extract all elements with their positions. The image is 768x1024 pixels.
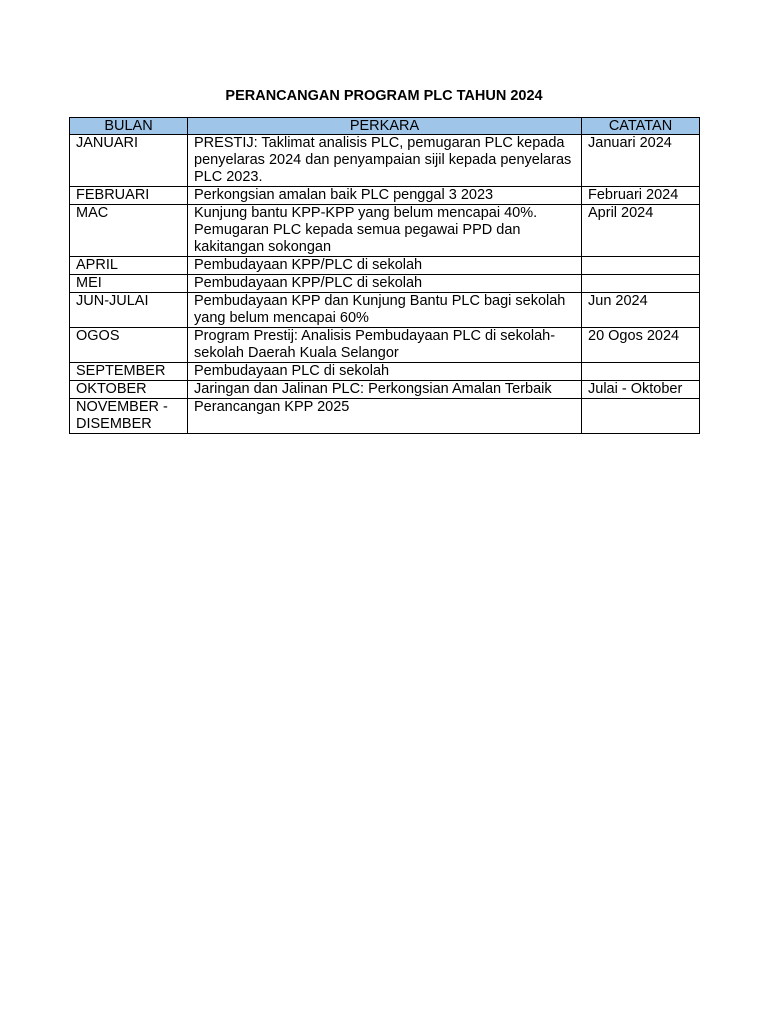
cell-bulan: JUN-JULAI xyxy=(70,293,188,328)
cell-perkara: PRESTIJ: Taklimat analisis PLC, pemugaran PLC kepada penyelaras 2024 dan penyampaian sijil kepada penyelaras PLC 2023. xyxy=(188,135,582,187)
table-row xyxy=(70,187,700,205)
cell-catatan: Jun 2024 xyxy=(582,293,700,328)
cell-perkara: Jaringan dan Jalinan PLC: Perkongsian Amalan Terbaik xyxy=(188,381,582,399)
table-row xyxy=(70,275,700,293)
column-header-bulan: BULAN xyxy=(70,118,188,135)
cell-bulan: JANUARI xyxy=(70,135,188,187)
table-row xyxy=(70,135,700,187)
table-header-row xyxy=(70,118,700,135)
table-row xyxy=(70,293,700,328)
table-row xyxy=(70,381,700,399)
cell-catatan: Julai - Oktober xyxy=(582,381,700,399)
cell-bulan: NOVEMBER - DISEMBER xyxy=(70,399,188,434)
cell-perkara: Kunjung bantu KPP-KPP yang belum mencapai 40%. Pemugaran PLC kepada semua pegawai PPD dan kakitangan sokongan xyxy=(188,205,582,257)
cell-bulan: MEI xyxy=(70,275,188,293)
cell-bulan: SEPTEMBER xyxy=(70,363,188,381)
program-plan-table xyxy=(69,117,700,434)
cell-catatan xyxy=(582,257,700,275)
table-row xyxy=(70,328,700,363)
cell-perkara: Pembudayaan KPP dan Kunjung Bantu PLC bagi sekolah yang belum mencapai 60% xyxy=(188,293,582,328)
table-body xyxy=(70,135,700,434)
cell-catatan: Februari 2024 xyxy=(582,187,700,205)
table-header xyxy=(70,118,700,135)
table-row xyxy=(70,363,700,381)
cell-perkara: Perancangan KPP 2025 xyxy=(188,399,582,434)
column-header-perkara: PERKARA xyxy=(188,118,582,135)
cell-bulan: OKTOBER xyxy=(70,381,188,399)
cell-perkara: Pembudayaan PLC di sekolah xyxy=(188,363,582,381)
cell-perkara: Pembudayaan KPP/PLC di sekolah xyxy=(188,257,582,275)
column-header-catatan: CATATAN xyxy=(582,118,700,135)
table-row xyxy=(70,399,700,434)
table-row xyxy=(70,205,700,257)
cell-bulan: MAC xyxy=(70,205,188,257)
table-row xyxy=(70,257,700,275)
cell-catatan xyxy=(582,275,700,293)
cell-catatan xyxy=(582,399,700,434)
cell-catatan: April 2024 xyxy=(582,205,700,257)
cell-perkara: Perkongsian amalan baik PLC penggal 3 2023 xyxy=(188,187,582,205)
cell-bulan: OGOS xyxy=(70,328,188,363)
cell-catatan xyxy=(582,363,700,381)
cell-perkara: Pembudayaan KPP/PLC di sekolah xyxy=(188,275,582,293)
cell-catatan: 20 Ogos 2024 xyxy=(582,328,700,363)
cell-catatan: Januari 2024 xyxy=(582,135,700,187)
cell-perkara: Program Prestij: Analisis Pembudayaan PLC di sekolah-sekolah Daerah Kuala Selangor xyxy=(188,328,582,363)
cell-bulan: APRIL xyxy=(70,257,188,275)
cell-bulan: FEBRUARI xyxy=(70,187,188,205)
document-title: PERANCANGAN PROGRAM PLC TAHUN 2024 xyxy=(225,88,543,104)
